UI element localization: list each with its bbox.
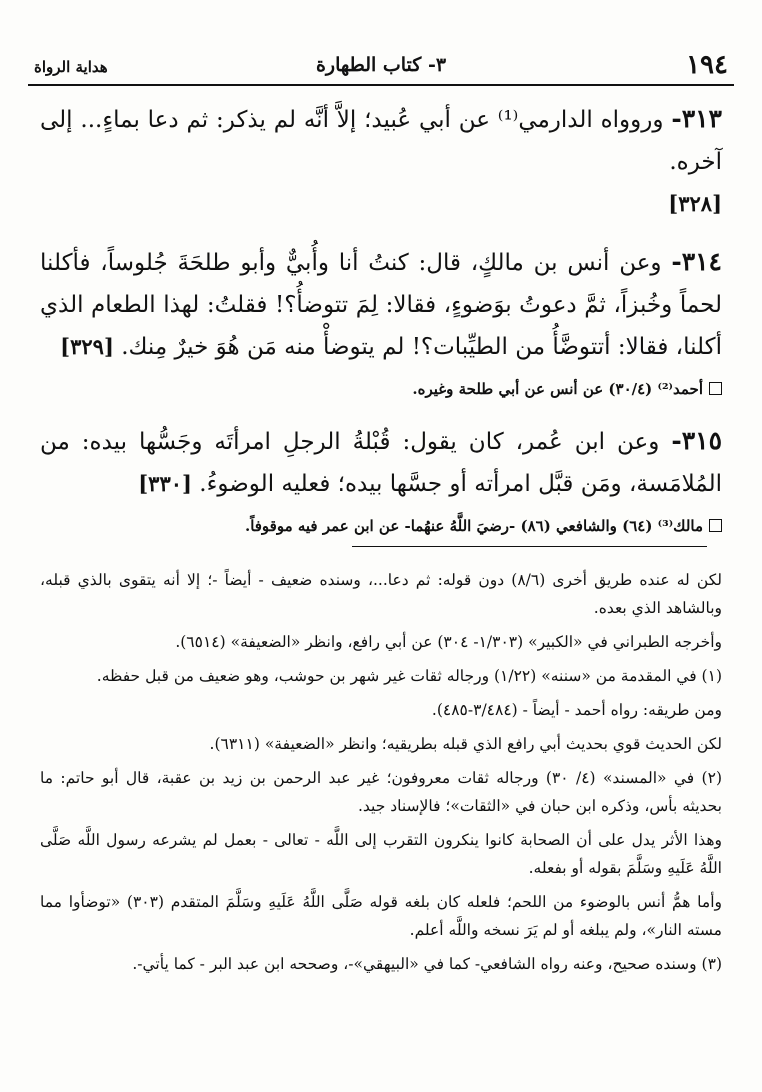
hadith-314 (40, 241, 722, 368)
hadith-number: ٣١٤- (671, 247, 722, 276)
main-text (40, 98, 722, 543)
hadith-number: ٣١٣- (671, 104, 722, 133)
footnote-paragraph: ومن طريقه: رواه أحمد - أيضاً - (٣/٤٨٤-٤٨٥). (431, 701, 722, 719)
takhrij-text: مالك⁽³⁾ (٦٤) والشافعي (٨٦) -رضيَ اللَّهُ عنهُما- عن ابن عمر فيه موقوفاً. (244, 517, 703, 535)
takhrij-text: أحمد⁽²⁾ (٣٠/٤) عن أنس عن أبي طلحة وغيره. (412, 380, 703, 398)
hadith-ref: [٣٣٠] (138, 471, 192, 496)
takhrij-line (40, 511, 722, 541)
footnote-paragraph: (٣) وسنده صحيح، وعنه رواه الشافعي- كما في «البيهقي»-، وصححه ابن عبد البر - كما يأتي-. (132, 955, 722, 973)
hadith-text: وعن أنس بن مالكٍ، قال: كنتُ أنا وأُبيٌّ وأبو طلحَةَ جُلوساً، فأكلنا لحماً وخُبزاً، ثمَّ دعوتُ بوَضوءٍ، فقالا: لِمَ تتوضأُ؟! فقلتُ: لهذا الطعام الذي أكلنا، فقالا: أتتوضَّأُ من الطيِّبات؟! لم يتوضأْ منه مَن هُوَ خيرٌ مِنك. (40, 250, 722, 360)
footnote-paragraph: وأخرجه الطبراني في «الكبير» (١/٣٠٣- ٣٠٤) عن أبي رافع، وانظر «الضعيفة» (٦٥١٤). (175, 633, 722, 651)
square-bullet-icon (709, 519, 722, 532)
hadith-ref: [٣٢٩] (60, 334, 114, 359)
footnote-paragraph: لكن له عنده طريق أخرى (٨/٦) دون قوله: ثم دعا...، وسنده ضعيف - أيضاً -؛ إلا أنه يتقوى بالذي قبله، وبالشاهد الذي بعده. (40, 571, 722, 617)
hadith-number: ٣١٥- (671, 426, 723, 455)
book-title: هداية الرواة (34, 58, 108, 76)
hadith-text: وروواه الدارمي⁽¹⁾ عن أبي عُبيد؛ إلاَّ أنَّه لم يذكر: ثم دعا بماءٍ... إلى آخره. (40, 107, 722, 175)
square-bullet-icon (709, 382, 722, 395)
footnote-paragraph: لكن الحديث قوي بحديث أبي رافع الذي قبله بطريقيه؛ وانظر «الضعيفة» (٦٣١١). (209, 735, 722, 753)
hadith-315 (40, 420, 722, 505)
hadith-text: وعن ابن عُمر، كان يقول: قُبْلةُ الرجلِ امرأتَه وجَسُّها بيده: من المُلامَسة، ومَن قبَّل امرأته أو جسَّها بيده؛ فعليه الوضوءُ. (40, 429, 722, 497)
hadith-ref: [٣٢٨] (668, 191, 722, 216)
chapter-title: ٣- كتاب الطهارة (315, 54, 447, 76)
footnote-paragraph: وهذا الأثر يدل على أن الصحابة كانوا ينكرون التقرب إلى اللَّه - تعالى - بعمل لم يشرعه رسول اللَّه صَلَّى اللَّهُ عَلَيهِ وسَلَّمَ بقوله أو بفعله. (40, 831, 722, 877)
takhrij-line (40, 374, 722, 404)
footnote-paragraph: (٢) في «المسند» (٤/ ٣٠) ورجاله ثقات معروفون؛ غير عبد الرحمن بن زيد بن عقبة، قال أبو حاتم: ما بحديثه بأس، وذكره ابن حبان في «الثقات»؛ فالإسناد جيد. (40, 769, 722, 815)
footnote-paragraph: (١) في المقدمة من «سننه» (١/٢٢) ورجاله ثقات غير شهر بن حوشب، وهو ضعيف من قبل حفظه. (96, 667, 722, 685)
footnotes (40, 566, 722, 984)
page-header (28, 44, 734, 86)
page-number: ١٩٤ (686, 50, 728, 80)
footnote-divider (352, 546, 707, 547)
footnote-paragraph: وأما همُّ أنس بالوضوء من اللحم؛ فلعله كان بلغه قوله صَلَّى اللَّهُ عَلَيهِ وسَلَّمَ المتقدم (٣٠٣) «توضأوا مما مسته النار»، ولم يبلغه أو لم يَرَ نسخه واللَّه أعلم. (40, 893, 722, 939)
hadith-313 (40, 98, 722, 183)
hadith-ref-line (40, 183, 722, 225)
